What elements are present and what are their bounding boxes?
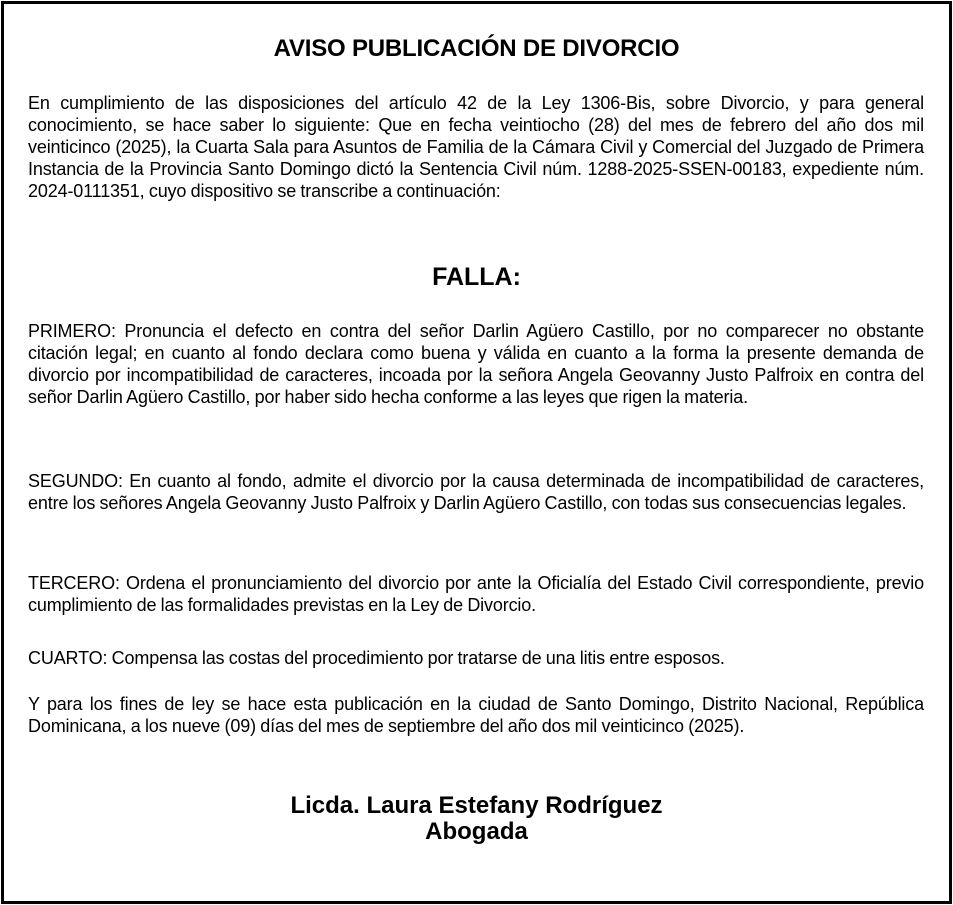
tercero-paragraph: TERCERO: Ordena el pronunciamiento del divorcio por ante la Oficialía del Estado Civil correspondiente, previo cumplimiento de las formalidades previstas en la Ley de Divorcio. [28, 573, 924, 615]
cuarto-paragraph: CUARTO: Compensa las costas del procedimiento por tratarse de una litis entre esposos. [28, 648, 725, 668]
signature-role: Abogada [425, 818, 528, 845]
closing-paragraph: Y para los fines de ley se hace esta publicación en la ciudad de Santo Domingo, Distrito Nacional, República Dominicana, a los nueve (09) días del mes de septiembre del año dos mil veinticinco (2025). [28, 694, 924, 736]
primero-paragraph: PRIMERO: Pronuncia el defecto en contra del señor Darlin Agüero Castillo, por no comparecer no obstante citación legal; en cuanto al fondo declara como buena y válida en cuanto a la forma la presente demanda de divorcio por incompatibilidad de caracteres, incoada por la señora Angela Geovanny Justo Palfroix en contra del señor Darlin Agüero Castillo, por haber sido hecha conforme a las leyes que rigen la materia. [28, 321, 924, 407]
intro-paragraph: En cumplimiento de las disposiciones del artículo 42 de la Ley 1306-Bis, sobre Divorcio, y para general conocimiento, se hace saber lo siguiente: Que en fecha veintiocho (28) del mes de febrero del año dos mil veinticinco (2025), la Cuarta Sala para Asuntos de Familia de la Cámara Civil y Comercial del Juzgado de Primera Instancia de la Provincia Santo Domingo dictó la Sentencia Civil núm. 1288-2025-SSEN-00183, expediente núm. 2024-0111351, cuyo dispositivo se transcribe a continuación: [28, 93, 924, 201]
notice-title: AVISO PUBLICACIÓN DE DIVORCIO [273, 35, 680, 62]
segundo-paragraph: SEGUNDO: En cuanto al fondo, admite el divorcio por la causa determinada de incompatibilidad de caracteres, entre los señores Angela Geovanny Justo Palfroix y Darlin Agüero Castillo, con todas sus consecuencias legales. [28, 471, 924, 513]
falla-heading: FALLA: [432, 263, 521, 291]
signature-name: Licda. Laura Estefany Rodríguez [290, 792, 663, 819]
signature-block [4, 793, 949, 845]
divorce-notice [1, 1, 952, 904]
